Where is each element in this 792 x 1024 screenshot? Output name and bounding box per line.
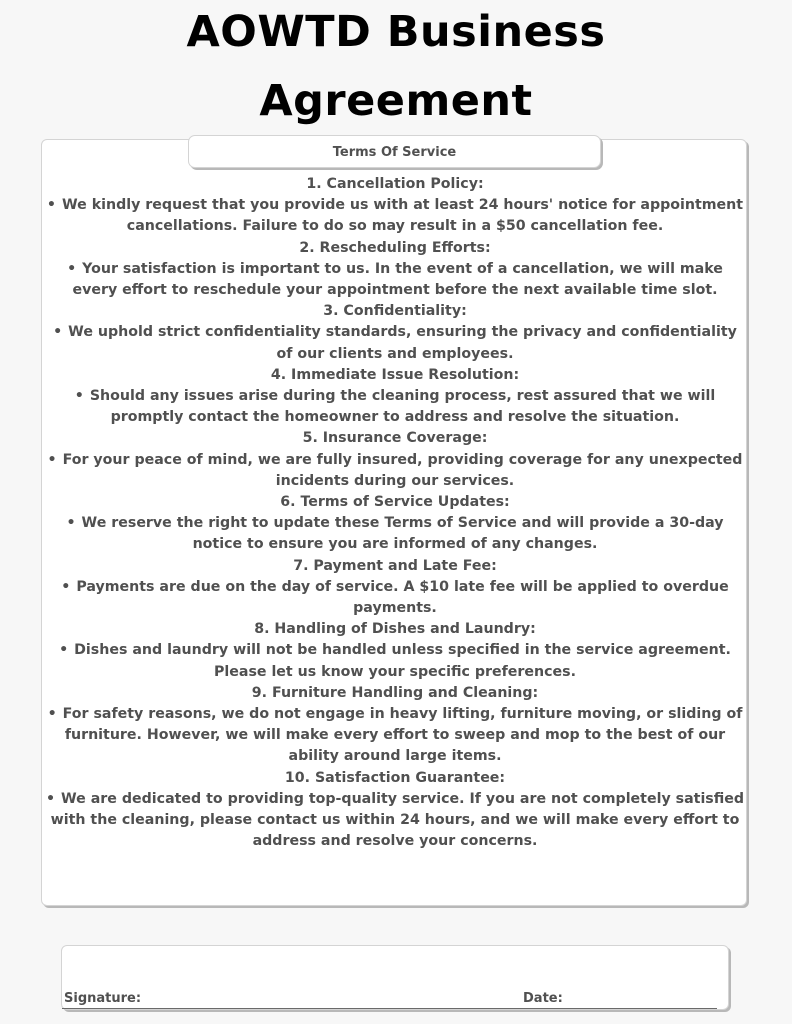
terms-section <box>45 683 745 768</box>
section-text: We kindly request that you provide us with at least 24 hours' notice for appointment cancellations. Failure to do so may result in a $50 cancellation fee. <box>62 197 744 235</box>
section-heading: 1. Cancellation Policy: <box>306 176 484 192</box>
section-heading: 5. Insurance Coverage: <box>302 430 488 447</box>
section-text: Dishes and laundry will not be handled unless specified in the service agreement. Please let us know your specific preferences. <box>74 642 731 680</box>
section-bullet-item <box>45 577 745 619</box>
document-title-line-1: AOWTD Business <box>186 7 606 57</box>
section-bullet-item <box>45 259 745 301</box>
section-bullet-item <box>45 450 745 492</box>
terms-section <box>45 301 745 365</box>
section-bullet-item <box>45 322 745 364</box>
bullet-icon: • <box>66 515 76 532</box>
section-text: We uphold strict confidentiality standards, ensuring the privacy and confidentiality of our clients and employees. <box>68 324 737 362</box>
section-bullet-item <box>45 704 745 768</box>
section-bullet-item <box>45 386 745 428</box>
section-bullet-item <box>45 513 745 555</box>
signature-line[interactable] <box>62 1008 717 1009</box>
section-text: For your peace of mind, we are fully insured, providing coverage for any unexpected incidents during our services. <box>62 451 743 489</box>
signature-panel[interactable] <box>61 945 729 1010</box>
terms-section <box>45 556 745 620</box>
document-title-line-2: Agreement <box>259 76 533 126</box>
terms-section <box>45 365 745 429</box>
date-label: Date: <box>523 991 563 1006</box>
bullet-icon: • <box>67 260 77 277</box>
section-heading: 9. Furniture Handling and Cleaning: <box>251 684 539 701</box>
section-heading: 6. Terms of Service Updates: <box>280 494 510 511</box>
terms-section <box>45 768 745 853</box>
section-bullet-item <box>45 195 745 237</box>
section-text: Your satisfaction is important to us. In the event of a cancellation, we will make every effort to reschedule your appointment before the next available time slot. <box>72 260 723 299</box>
section-heading: 3. Confidentiality: <box>323 303 467 320</box>
signature-label: Signature: <box>64 991 142 1006</box>
section-text: For safety reasons, we do not engage in heavy lifting, furniture moving, or sliding of furniture. However, we will make every effort to sweep and mop to the best of our ability around large items. <box>62 706 743 765</box>
section-bullet-item <box>45 640 745 682</box>
document-title <box>0 0 792 131</box>
section-heading: 4. Immediate Issue Resolution: <box>270 366 520 383</box>
terms-section <box>45 492 745 556</box>
terms-tab-header: Terms Of Service <box>188 135 601 168</box>
bullet-icon: • <box>59 642 69 659</box>
section-heading: 7. Payment and Late Fee: <box>293 557 497 574</box>
section-bullet-item <box>45 789 745 853</box>
section-heading: 8. Handling of Dishes and Laundry: <box>254 621 536 638</box>
section-text: Should any issues arise during the cleaning process, rest assured that we will promptly contact the homeowner to address and resolve the situation. <box>89 388 716 426</box>
bullet-icon: • <box>47 451 57 468</box>
bullet-icon: • <box>47 706 57 723</box>
terms-section <box>45 174 745 238</box>
bullet-icon: • <box>61 578 71 595</box>
terms-list <box>45 174 745 853</box>
terms-section <box>45 238 745 302</box>
terms-section <box>45 428 745 492</box>
section-heading: 2. Rescheduling Efforts: <box>299 239 491 256</box>
section-text: We reserve the right to update these Terms of Service and will provide a 30-day notice to ensure you are informed of any changes. <box>81 515 724 553</box>
terms-section <box>45 619 745 683</box>
bullet-icon: • <box>74 388 84 405</box>
section-text: Payments are due on the day of service. A $10 late fee will be applied to overdue payments. <box>76 578 729 617</box>
bullet-icon: • <box>53 324 63 341</box>
section-text: We are dedicated to providing top-quality service. If you are not completely satisfied with the cleaning, please contact us within 24 hours, and we will make every effort to address and resolve your concerns. <box>50 790 745 850</box>
bullet-icon: • <box>46 197 56 214</box>
bullet-icon: • <box>45 790 56 807</box>
section-heading: 10. Satisfaction Guarantee: <box>284 769 506 786</box>
